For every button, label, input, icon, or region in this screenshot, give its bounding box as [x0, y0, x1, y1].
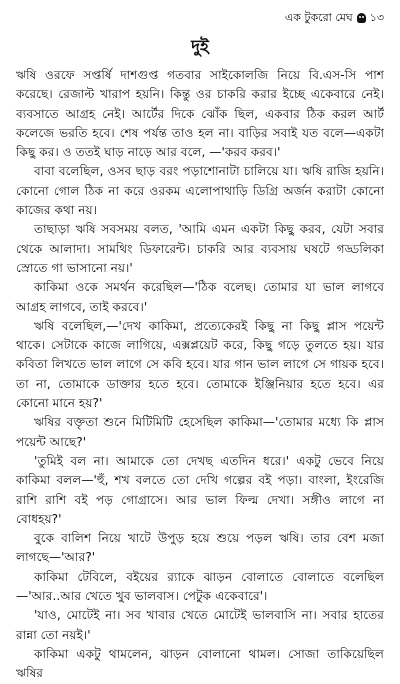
paragraph: বুকে বালিশ নিয়ে খাটে উপুড় হয়ে শুয়ে পড়ল ঋষি। তার বেশ মজা লাগছে—'আর?'	[16, 531, 384, 565]
paragraph: 'তুমিই বল না। আমাকে তো দেখছ এতদিন ধরে।' একটু ভেবে নিয়ে কাকিমা বলল—'হুঁ, শখ বলতে তো দেখি গল্পের বই পড়া। বাংলা, ইংরেজি রাশি রাশি বই পড় গোগ্রাসে। আর ভাল ফিল্ম দেখা। সঙ্গীও লাগে না বোধহয়?'	[16, 453, 384, 526]
paragraph: তাছাড়া ঋষি সবসময় বলত, 'আমি এমন একটা কিছু করব, যেটা সবার থেকে আলাদা। সামথিং ডিফারেন্ট। চাকরি আর ব্যবসায় ঘষটে গড্ডলিকা স্রোতে গা ভাসানো নয়।'	[16, 222, 384, 275]
running-header	[16, 10, 384, 26]
body-text	[16, 66, 384, 684]
running-header-title: এক টুকরো মেঘ	[284, 11, 353, 24]
chapter-title: দুই	[191, 37, 209, 57]
page-number: ১৩	[369, 11, 384, 24]
paragraph: কাকিমা একটু থামলেন, ঝাড়ন বোলানো থামল। সোজা তাকিয়েছিল ঋষির	[16, 646, 384, 681]
skull-icon	[357, 13, 366, 23]
paragraph: ঋষি বলেছিল,—'দেখ কাকিমা, প্রত্যেকেরই কিছু না কিছু প্লাস পয়েন্ট থাকে। সেটাকে কাজে লাগিয়ে, এক্সপ্লয়েট করে, কিছু গড়ে তুলতে হয়। যার কবিতা লিখতে ভাল লাগে সে কবি হবে। যার গান ভাল লাগে সে গায়ক হবে। তা না, তোমাকে ডাক্তার হতে হবে। তোমাকে ইঞ্জিনিয়ার হতে হবে। এর কোনো মানে হয়?'	[16, 318, 384, 411]
paragraph: ঋষির বক্তৃতা শুনে মিটিমিটি হেসেছিল কাকিমা—'তোমার মধ্যে কি প্লাস পয়েন্ট আছে?'	[16, 415, 384, 449]
paragraph: কাকিমা টেবিলে, বইয়ের র‍্যাকে ঝাড়ন বোলাতে বোলাতে বলেছিল—'আর..আর খেতে খুব ভালবাস। পেটুক একেবারে'।	[16, 569, 384, 604]
paragraph: কাকিমা ওকে সমর্থন করেছিল—'ঠিক বলেছ। তোমার যা ভাল লাগবে আগ্রহ লাগবে, তাই করবে।'	[16, 280, 384, 314]
paragraph: বাবা বলেছিল, ওসব ছাড় বরং পড়াশোনাটা চালিয়ে যা। ঋষি রাজি হয়নি। কোনো গোল ঠিক না করে ওরকম এলোপাথাড়ি ডিগ্রি অর্জন করাটা কোনো কাজের কথা নয়।	[16, 164, 384, 218]
paragraph: 'যাও, মোটেই না। সব খাবার খেতে মোটেই ভালবাসি না। সবার হাতের রান্না তো নয়ই।'	[16, 608, 384, 642]
paragraph: ঋষি ওরফে সপ্তর্ষি দাশগুপ্ত গতবার সাইকোলজি নিয়ে বি.এস-সি পাশ করেছে। রেজাল্ট খারাপ হয়নি। কিন্তু ওর চাকরি করার ইচ্ছে একেবারে নেই। ব্যবসাতে আগ্রহ নেই। আর্টের দিকে ঝোঁক ছিল, একবার ঠিক করল আর্ট কলেজে ভরতি হবে। শেষ পর্যন্ত তাও হল না। বাড়ির সবাই যত বলে—একটা কিছু কর। ও ততই ঘাড় নাড়ে আর বলে, —'করব করব।'	[16, 68, 384, 160]
